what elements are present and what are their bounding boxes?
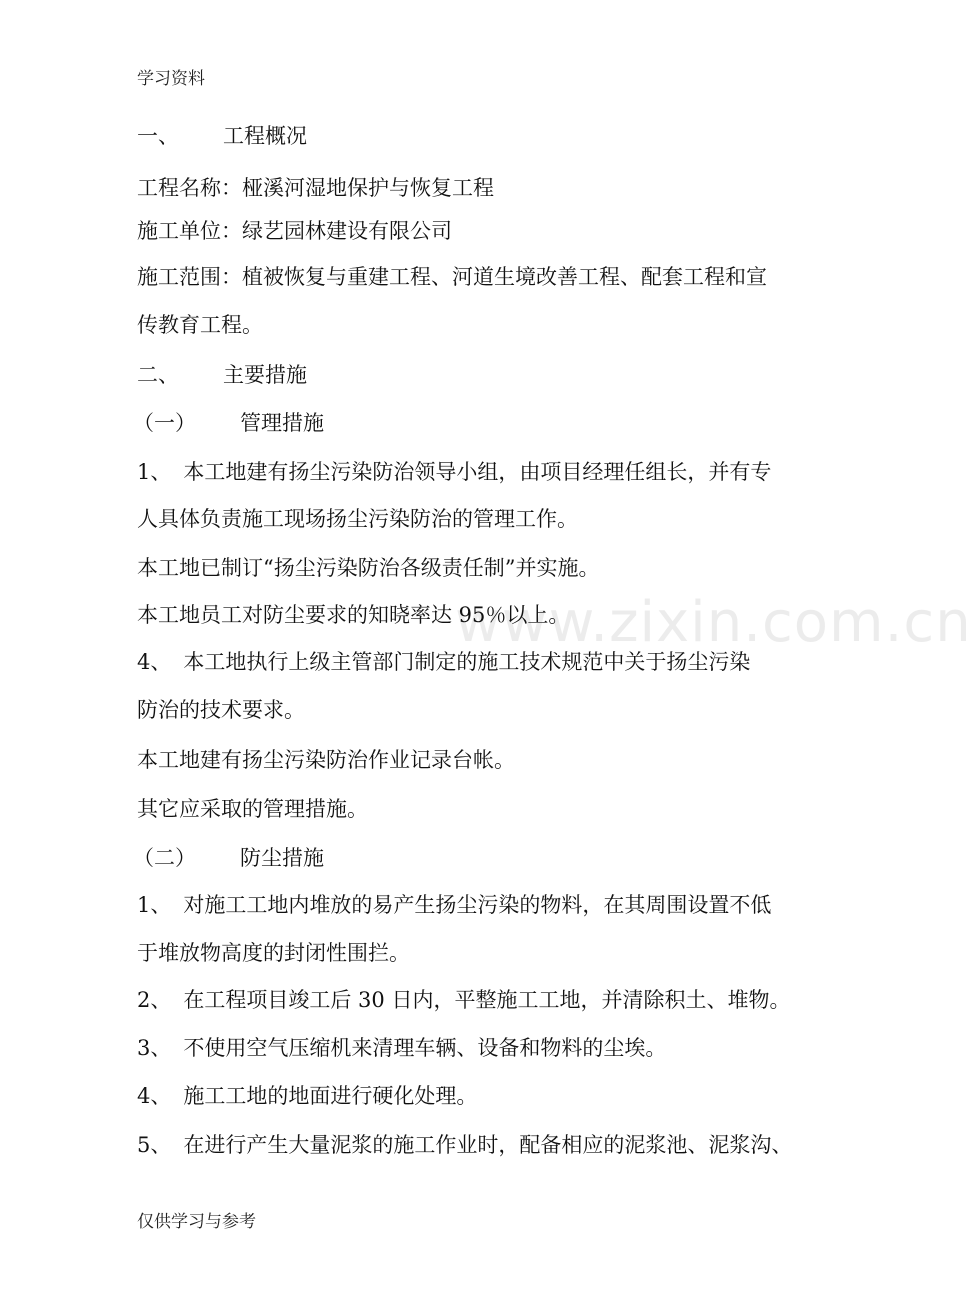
section-title: 工程概况 [223,124,307,148]
item-text: 在工程项目竣工后 30 日内，平整施工工地，并清除积土、堆物。 [183,988,791,1012]
management-item-4-line-1 [137,650,750,675]
footer-label: 仅供学习与参考 [137,1212,256,1232]
item-number: 1、 [137,893,172,917]
item-number: 4、 [137,650,172,674]
management-paragraph-2: 本工地已制订“扬尘污染防治各级责任制”并实施。 [137,556,600,580]
subsection-number: （二） [133,846,196,870]
subsection-title: 管理措施 [240,411,324,435]
management-item-1-line-1 [137,460,771,485]
item-text: 不使用空气压缩机来清理车辆、设备和物料的尘埃。 [183,1036,667,1060]
construction-unit: 施工单位：绿艺园林建设有限公司 [137,219,452,243]
item-text: 本工地建有扬尘污染防治领导小组，由项目经理任组长，并有专 [183,460,772,484]
item-number: 1、 [137,460,172,484]
section-number: 一、 [137,124,179,148]
header-label: 学习资料 [137,69,205,89]
management-paragraph-5: 本工地建有扬尘污染防治作业记录台帐。 [137,748,515,772]
item-number: 2、 [137,988,172,1012]
dust-item-1-line-1 [137,893,771,918]
item-text: 施工工地的地面进行硬化处理。 [183,1084,478,1108]
subsection-number: （一） [133,411,196,435]
item-number: 4、 [137,1084,172,1108]
project-name: 工程名称：桠溪河湿地保护与恢复工程 [137,176,494,200]
section-1-heading [137,124,307,149]
item-number: 3、 [137,1036,172,1060]
subsection-2-heading [133,846,324,871]
dust-item-5 [137,1133,792,1158]
subsection-title: 防尘措施 [240,846,324,870]
dust-item-2 [137,988,790,1013]
dust-item-1-line-2: 于堆放物高度的封闭性围拦。 [137,941,410,965]
item-number: 5、 [137,1133,172,1157]
section-title: 主要措施 [223,363,307,387]
management-paragraph-6: 其它应采取的管理措施。 [137,797,368,821]
dust-item-4 [137,1084,477,1109]
management-paragraph-3: 本工地员工对防尘要求的知晓率达 95％以上。 [137,603,570,627]
watermark: www.zixin.com.cn [455,590,972,655]
item-text: 在进行产生大量泥浆的施工作业时，配备相应的泥浆池、泥浆沟、 [183,1133,793,1157]
subsection-1-heading [133,411,324,436]
management-item-1-line-2: 人具体负责施工现场扬尘污染防治的管理工作。 [137,507,578,531]
section-number: 二、 [137,363,179,387]
dust-item-3 [137,1036,666,1061]
scope-line-1: 施工范围：植被恢复与重建工程、河道生境改善工程、配套工程和宣 [137,265,767,289]
item-text: 本工地执行上级主管部门制定的施工技术规范中关于扬尘污染 [183,650,751,674]
scope-line-2: 传教育工程。 [137,313,263,337]
section-2-heading [137,363,307,388]
management-item-4-line-2: 防治的技术要求。 [137,698,305,722]
item-text: 对施工工地内堆放的易产生扬尘污染的物料，在其周围设置不低 [183,893,772,917]
